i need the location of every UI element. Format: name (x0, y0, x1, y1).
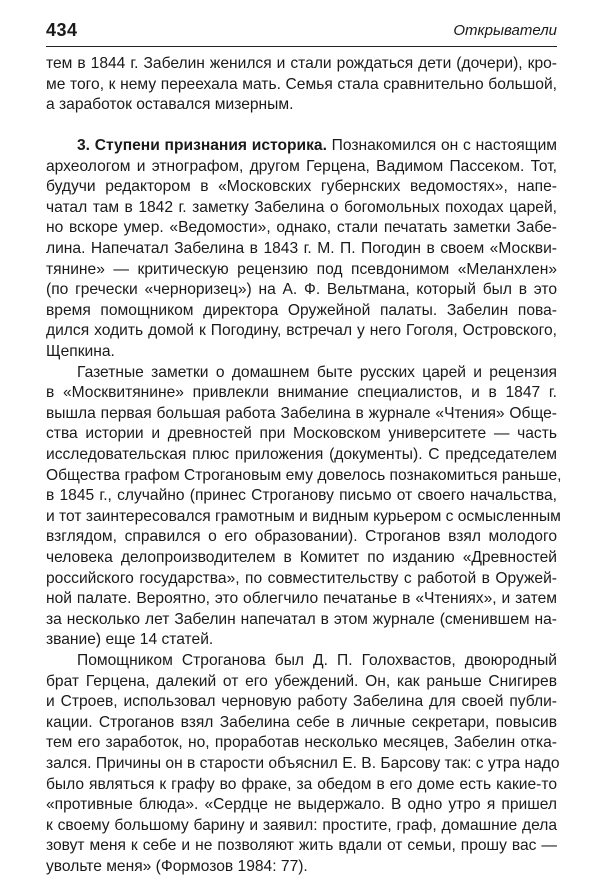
text-line (46, 136, 557, 157)
text-line: ства истории и древностей при Московском университете — часть (46, 425, 557, 443)
text-line: в «Москвитянине» привлекли внимание специалистов, и в 1847 г. (46, 384, 557, 402)
text-line: тем в 1844 г. Забелин женился и стали рождаться дети (дочери), кро- (46, 55, 557, 72)
line-text: Познакомился он с настоящим (326, 137, 557, 154)
text-line: увольте меня» (Формозов 1984: 77). (46, 857, 308, 875)
text-line: чатал там в 1842 г. заметку Забелина о богомольных походах царей, (46, 198, 557, 216)
text-line: вышла первая большая работа Забелина в журнале «Чтения» Обще- (46, 404, 557, 422)
text-line: тянине» — критическую рецензию под псевдонимом «Меланхлен» (46, 260, 557, 278)
text-line: «противные блюда». «Сердце не выдержало. В одно утро я пришел (46, 796, 557, 814)
text-line: ной палате. Вероятно, это облегчило печатанье в «Чтениях», и затем (46, 590, 557, 608)
text-line: а заработок оставался мизерным. (46, 96, 294, 114)
text-line: Газетные заметки о домашнем быте русских царей и рецензия (77, 363, 557, 381)
paragraph-3 (46, 363, 562, 651)
page-header (46, 18, 557, 47)
page-number: 434 (46, 20, 78, 40)
text-line: брат Герцена, далекий от его убеждений. Он, как раньше Снигирев (46, 672, 557, 690)
text-line: к своему большому барину и заявил: простите, граф, домашние дела (46, 816, 557, 834)
text-line: зовут меня к себе и не позволяют жить вдали от семьи, прошу вас — (46, 837, 557, 855)
paragraph-1 (46, 54, 557, 116)
text-line: и Строев, использовал черновую работу Забелина для своей публи- (46, 693, 557, 711)
text-line: время помощником директора Оружейной палаты. Забелин пова- (46, 301, 557, 319)
text-line: человека делопроизводителем в Комитет по изданию «Древностей (46, 548, 557, 566)
text-line: ме того, к нему переехала мать. Семья стала сравнительно большой, (46, 75, 557, 93)
text-line: взглядом, справился о его образовании). Строганов взял молодого (46, 528, 557, 546)
text-line: за несколько лет Забелин напечатал в этом журнале (сменившем на- (46, 610, 557, 628)
text-line: в 1845 г., случайно (принес Строганову письмо от своего начальства, (46, 487, 557, 505)
section-heading: 3. Ступени признания историка. (77, 137, 327, 154)
text-line: звание) еще 14 статей. (46, 631, 214, 649)
text-line: тем его заработок, но, проработав несколько месяцев, Забелин отка- (46, 734, 557, 752)
text-line: исследовательская плюс приложения (документы). С председателем (46, 445, 557, 463)
text-line: будучи редактором в «Московских губернских ведомостях», напе- (46, 178, 557, 196)
text-line: (по гречески «черноризец») на А. Ф. Вельтмана, который был в это (46, 281, 557, 299)
paragraph-2 (46, 136, 557, 363)
text-line: кации. Строганов взял Забелина себе в личные секретари, повысив (46, 713, 557, 731)
text-line: российского государства», по совместительству с работой в Оружей- (46, 569, 557, 587)
text-line: Помощником Строганова был Д. П. Голохвастов, двоюродный (77, 652, 557, 669)
text-line: было являться к графу во фраке, за обедом в его доме есть какие-то (46, 775, 557, 793)
running-title: Открыватели (453, 22, 557, 39)
text-line: лина. Напечатал Забелина в 1843 г. М. П. Погодин в своем «Москви- (46, 239, 557, 257)
text-line: дился ходить домой к Погодину, встречал у него Гоголя, Островского, (46, 322, 557, 340)
text-line: археологом и этнографом, другом Герцена, Вадимом Пассеком. Тот, (46, 157, 557, 175)
text-line: но вскоре умер. «Ведомости», однако, стали печатать заметки Забе- (46, 219, 557, 237)
text-line: Общества графом Строгановым ему довелось познакомиться раньше, (46, 466, 562, 484)
text-line: и тот заинтересовался грамотным и видным курьером с осмысленным (46, 507, 561, 525)
text-line: Щепкина. (46, 342, 115, 360)
paragraph-4 (46, 651, 560, 878)
text-line: зался. Причины он в старости объяснил Е. В. Барсову так: с утра надо (46, 754, 560, 772)
